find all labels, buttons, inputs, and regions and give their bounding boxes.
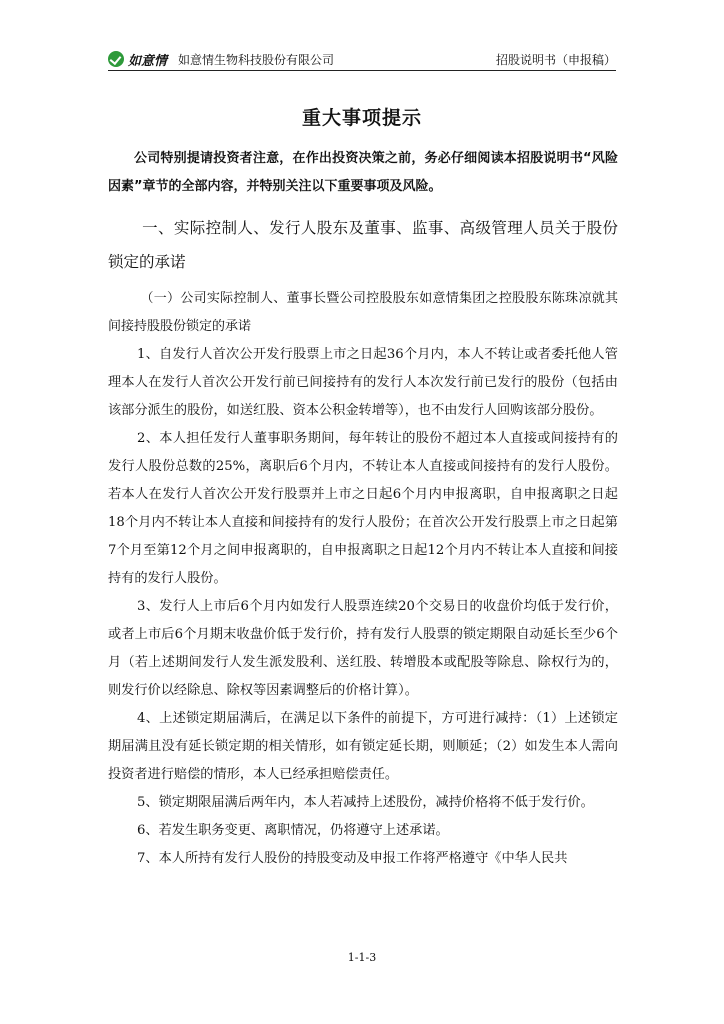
intro-paragraph: 公司特别提请投资者注意，在作出投资决策之前，务必仔细阅读本招股说明书“风险因素”章节的全部内容，并特别关注以下重要事项及风险。 xyxy=(108,151,618,194)
page-header xyxy=(108,48,616,70)
commitment-item: 7、本人所持有发行人股份的持股变动及申报工作将严格遵守《中华人民共 xyxy=(137,851,568,866)
document-title: 招股说明书（申报稿） xyxy=(495,53,616,67)
logo-text: 如意情 xyxy=(128,53,168,69)
section-heading: 一、实际控制人、发行人股东及董事、监事、高级管理人员关于股份锁定的承诺 xyxy=(108,219,618,271)
commitment-item: 3、发行人上市后6个月内如发行人股票连续20个交易日的收盘价均低于发行价，或者上市后6个月期末收盘价低于发行价，持有发行人股票的锁定期限自动延长至少6个月（若上述期间发行人发生派发股利、送红股、转增股本或配股等除息、除权行为的，则发行价以经除息、除权等因素调整后的价格计算）。 xyxy=(108,599,618,698)
commitment-item: 5、锁定期限届满后两年内，本人若减持上述股份，减持价格将不低于发行价。 xyxy=(137,795,594,810)
commitment-item: 2、本人担任发行人董事职务期间，每年转让的股份不超过本人直接或间接持有的发行人股份总数的25%，离职后6个月内，不转让本人直接或间接持有的发行人股份。若本人在发行人首次公开发行股票并上市之日起6个月内申报离职，自申报离职之日起18个月内不转让本人直接和间接持有的发行人股份；在首次公开发行股票上市之日起第7个月至第12个月之间申报离职的，自申报离职之日起12个月内不转让本人直接和间接持有的发行人股份。 xyxy=(108,431,618,586)
page-number: 1-1-3 xyxy=(347,951,377,964)
document-body xyxy=(108,145,618,873)
commitment-item: 1、自发行人首次公开发行股票上市之日起36个月内，本人不转让或者委托他人管理本人在发行人首次公开发行前已间接持有的发行人本次发行前已发行的股份（包括由该部分派生的股份，如送红股、资本公积金转增等），也不由发行人回购该部分股份。 xyxy=(108,347,618,418)
page-title: 重大事项提示 xyxy=(301,107,422,129)
leaf-logo-icon xyxy=(108,51,124,67)
company-name: 如意情生物科技股份有限公司 xyxy=(178,53,335,67)
header-divider xyxy=(108,70,616,71)
commitment-item: 4、上述锁定期届满后，在满足以下条件的前提下，方可进行减持：（1）上述锁定期届满且没有延长锁定期的相关情形，如有锁定延长期，则顺延；（2）如发生本人需向投资者进行赔偿的情形，本人已经承担赔偿责任。 xyxy=(108,711,618,782)
subsection-heading: （一）公司实际控制人、董事长暨公司控股股东如意情集团之控股股东陈珠凉就其间接持股股份锁定的承诺 xyxy=(108,291,618,334)
company-logo xyxy=(108,50,167,68)
commitment-item: 6、若发生职务变更、离职情况，仍将遵守上述承诺。 xyxy=(137,823,449,838)
